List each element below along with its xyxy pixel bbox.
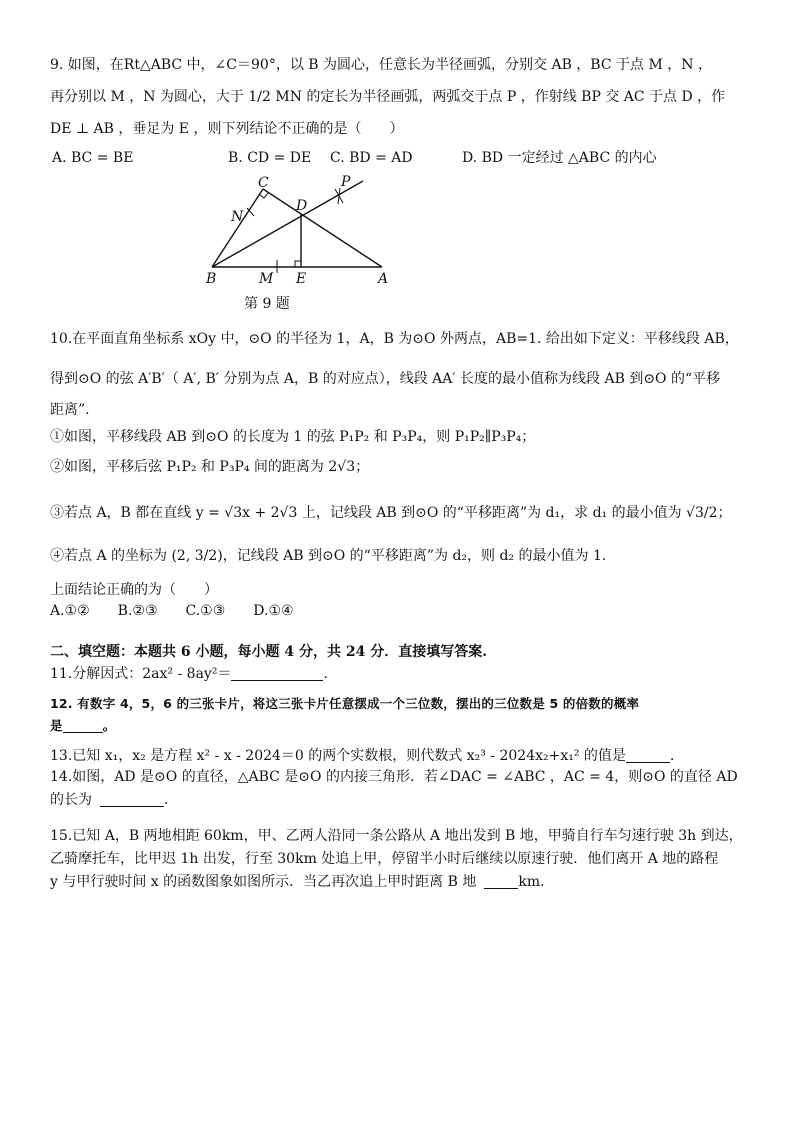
label-c: C [258, 175, 269, 191]
q9-figure-caption: 第 9 题 [244, 296, 290, 312]
side-bc [212, 189, 263, 267]
label-b: B [206, 271, 217, 287]
label-p: P [341, 174, 351, 190]
label-m: M [259, 271, 274, 287]
q12-answer-blank[interactable] [63, 718, 103, 733]
label-a: A [378, 271, 389, 287]
q11 [50, 664, 750, 684]
q14-pre: 的长为 [50, 792, 92, 808]
q10-options: A.①② B.②③ C.①③ D.①④ [50, 603, 294, 619]
q14-line-2 [50, 790, 750, 810]
q15-answer-blank[interactable] [484, 874, 518, 889]
q10-statement-4: ④若点 A 的坐标为 (2, 3/2)，记线段 AB 到⊙O 的“平移距离”为 d₂，则 d₂ 的最小值为 1. [50, 548, 607, 564]
q15-line-3 [50, 872, 750, 892]
q13-end: . [669, 748, 675, 764]
q9-option-c: C. BD = AD [330, 150, 413, 166]
q9-line-1: 9. 如图，在Rt△ABC 中，∠C＝90°，以 B 为圆心，任意长为半径画弧，分别交 AB ，BC 于点 M ，N ， [50, 57, 712, 73]
q15-line-1: 15.已知 A，B 两地相距 60km，甲、乙两人沿同一条公路从 A 地出发到 B 地，甲骑自行车匀速行驶 3h 到达， [50, 828, 743, 844]
q12-pre: 是 [50, 718, 63, 733]
q10-line-1: 10.在平面直角坐标系 xOy 中，⊙O 的半径为 1，A，B 为⊙O 外两点，AB=1. 给出如下定义：平移线段 AB， [50, 331, 739, 347]
q13-text: 13.已知 x₁，x₂ 是方程 x² - x - 2024＝0 的两个实数根，则代数式 x₂³ - 2024x₂+x₁² 的值是 [50, 748, 626, 764]
label-e: E [296, 271, 307, 287]
q9-option-d: D. BD 一定经过 △ABC 的内心 [462, 150, 657, 166]
q9-triangle-figure [195, 173, 435, 291]
q11-answer-blank[interactable] [231, 666, 323, 681]
q15-line-2: 乙骑摩托车，比甲迟 1h 出发，行至 30km 处追上甲，停留半小时后继续以原速行驶．他们离开 A 地的路程 [50, 851, 719, 867]
q9-line-2: 再分别以 M ，N 为圆心，大于 1/2 MN 的定长为半径画弧，两弧交于点 P ，作射线 BP 交 AC 于点 D ，作 [50, 89, 726, 105]
q10-statement-1: ①如图，平移线段 AB 到⊙O 的长度为 1 的弦 P₁P₂ 和 P₃P₄，则 P₁P₂∥P₃P₄； [50, 429, 536, 445]
label-d: D [296, 198, 308, 214]
q15-text: y 与甲行驶时间 x 的函数图象如图所示．当乙再次追上甲时距离 B 地 [50, 874, 477, 890]
right-angle-mark-e [295, 261, 301, 267]
q11-text: 11.分解因式：2ax² - 8ay²＝ [50, 666, 232, 682]
q10-statement-3: ③若点 A，B 都在直线 y = √3x + 2√3 上，记线段 AB 到⊙O 的“平移距离”为 d₁，求 d₁ 的最小值为 √3/2； [50, 505, 732, 521]
q12-end: 。 [102, 718, 116, 733]
label-n: N [231, 209, 244, 225]
q10-statement-2: ②如图，平移后弦 P₁P₂ 和 P₃P₄ 间的距离为 2√3； [50, 459, 370, 475]
q14-answer-blank[interactable] [100, 792, 164, 807]
q12-line-1: 12. 有数字 4，5，6 的三张卡片，将这三张卡片任意摆成一个三位数，摆出的三位数是 5 的倍数的概率 [50, 696, 640, 711]
q14-end: . [164, 792, 169, 808]
q9-option-a: A. BC = BE [52, 150, 134, 166]
q14-line-1: 14.如图，AD 是⊙O 的直径，△ABC 是⊙O 的内接三角形．若∠DAC = ∠ABC ，AC = 4，则⊙O 的直径 AD [50, 769, 738, 785]
q12-line-2 [50, 716, 750, 736]
arc-mark-p-2 [338, 188, 340, 204]
q13 [50, 746, 750, 766]
q9-option-b: B. CD = DE [228, 150, 312, 166]
q15-end: km. [518, 874, 545, 890]
q13-answer-blank[interactable] [626, 748, 670, 763]
section-2-heading: 二、填空题：本题共 6 小题，每小题 4 分，共 24 分．直接填写答案. [50, 644, 488, 660]
q10-question: 上面结论正确的为（ ） [50, 582, 218, 598]
q10-line-2: 得到⊙O 的弦 A′B′（ A′, B′ 分别为点 A，B 的对应点），线段 AA′ 长度的最小值称为线段 AB 到⊙O 的“平移 [50, 371, 721, 387]
q10-line-3: 距离”. [50, 402, 90, 418]
q9-line-3: DE ⊥ AB ，垂足为 E ，则下列结论不正确的是（ ） [50, 121, 404, 137]
q11-end: . [323, 666, 328, 682]
